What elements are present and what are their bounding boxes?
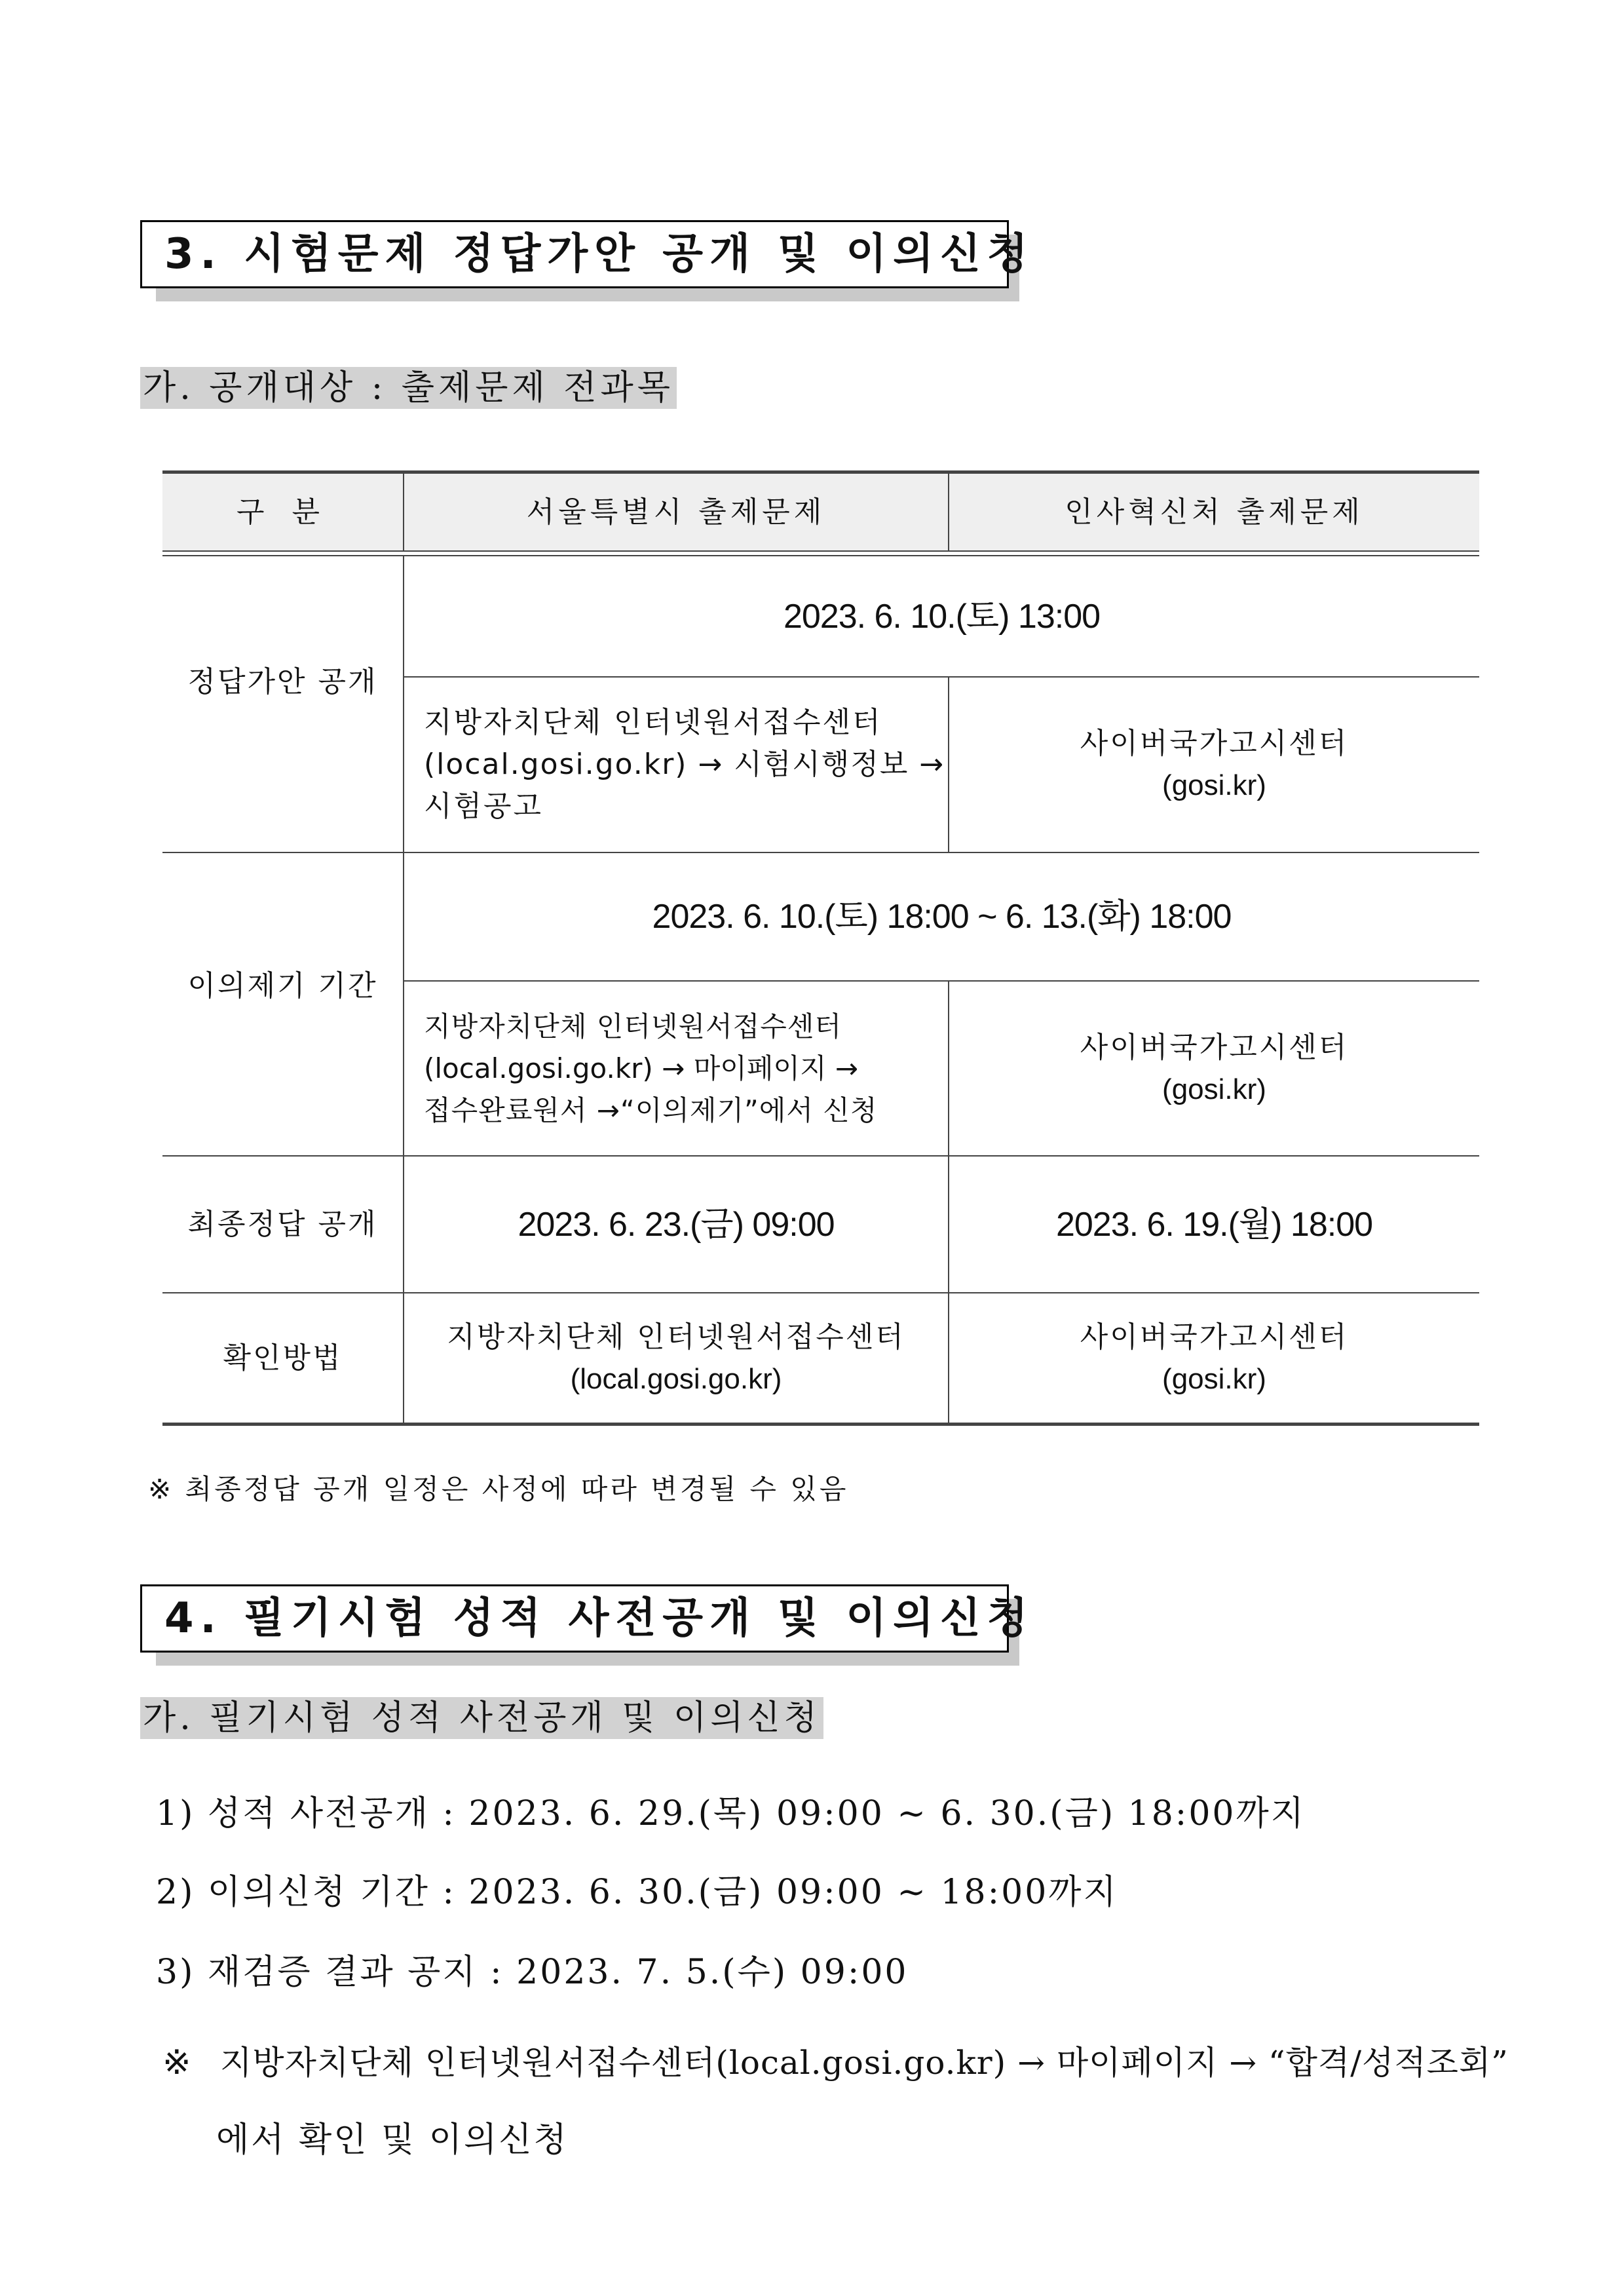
section3-subheading: 가. 공개대상 : 출제문제 전과목 — [140, 367, 677, 409]
objection-seoul-method: 지방자치단체 인터넷원서접수센터 (local.gosi.go.kr) → 마이페이지 → 접수완료원서 →“이의제기”에서 신청 — [424, 1010, 878, 1126]
section4-title-text: 4. 필기시험 성적 사전공개 및 이의신청 — [164, 1594, 1034, 1643]
final-answer-mpm-date: 2023. 6. 19.(월) 18:00 — [1055, 1205, 1373, 1244]
answer-release-seoul-method: 지방자치단체 인터넷원서접수센터 (local.gosi.go.kr) → 시험시행정보 → 시험공고 — [424, 706, 945, 823]
answer-release-date: 2023. 6. 10.(토) 13:00 — [783, 597, 1101, 636]
row-label-objection: 이의제기 기간 — [187, 968, 378, 1003]
objection-date: 2023. 6. 10.(토) 18:00 ~ 6. 13.(화) 18:00 — [652, 898, 1232, 936]
row-label-check-method: 확인방법 — [223, 1341, 343, 1375]
answer-release-mpm-method: 사이버국가고시센터 (gosi.kr) — [1080, 727, 1349, 801]
table-header-mpm: 인사혁신처 출제문제 — [949, 474, 1479, 550]
section4-title — [140, 1584, 1034, 1653]
section4-note-mark: ※ — [162, 2043, 193, 2082]
exam-answer-table — [162, 470, 1479, 1427]
final-answer-seoul-date: 2023. 6. 23.(금) 09:00 — [518, 1205, 835, 1244]
section4-note-line2: 에서 확인 및 이의신청 — [216, 2120, 569, 2160]
table-header-category: 구 분 — [162, 474, 403, 550]
section3-note: ※ 최종정답 공개 일정은 사정에 따라 변경될 수 있음 — [148, 1473, 849, 1505]
section3-title-text: 3. 시험문제 정답가안 공개 및 이의신청 — [164, 230, 1034, 278]
list-item: 1) 성적 사전공개 : 2023. 6. 29.(목) 09:00 ~ 6. 30.(금) 18:00까지 — [156, 1794, 1306, 1833]
row-label-answer-release: 정답가안 공개 — [187, 664, 378, 698]
list-item: 2) 이의신청 기간 : 2023. 6. 30.(금) 09:00 ~ 18:00까지 — [156, 1873, 1118, 1912]
section4-note-line1: 지방자치단체 인터넷원서접수센터(local.gosi.go.kr) → 마이페이지 → “합격/성적조회” — [220, 2044, 1509, 2082]
row-label-final-answer: 최종정답 공개 — [187, 1207, 378, 1241]
check-method-seoul: 지방자치단체 인터넷원서접수센터 (local.gosi.go.kr) — [447, 1320, 905, 1395]
list-item: 3) 재검증 결과 공지 : 2023. 7. 5.(수) 09:00 — [156, 1953, 909, 1992]
objection-mpm-method: 사이버국가고시센터 (gosi.kr) — [1080, 1030, 1349, 1105]
check-method-mpm: 사이버국가고시센터 (gosi.kr) — [1080, 1320, 1349, 1395]
section4-subheading: 가. 필기시험 성적 사전공개 및 이의신청 — [140, 1697, 823, 1739]
table-header-seoul: 서울특별시 출제문제 — [404, 474, 948, 550]
section3-title — [140, 220, 1034, 288]
